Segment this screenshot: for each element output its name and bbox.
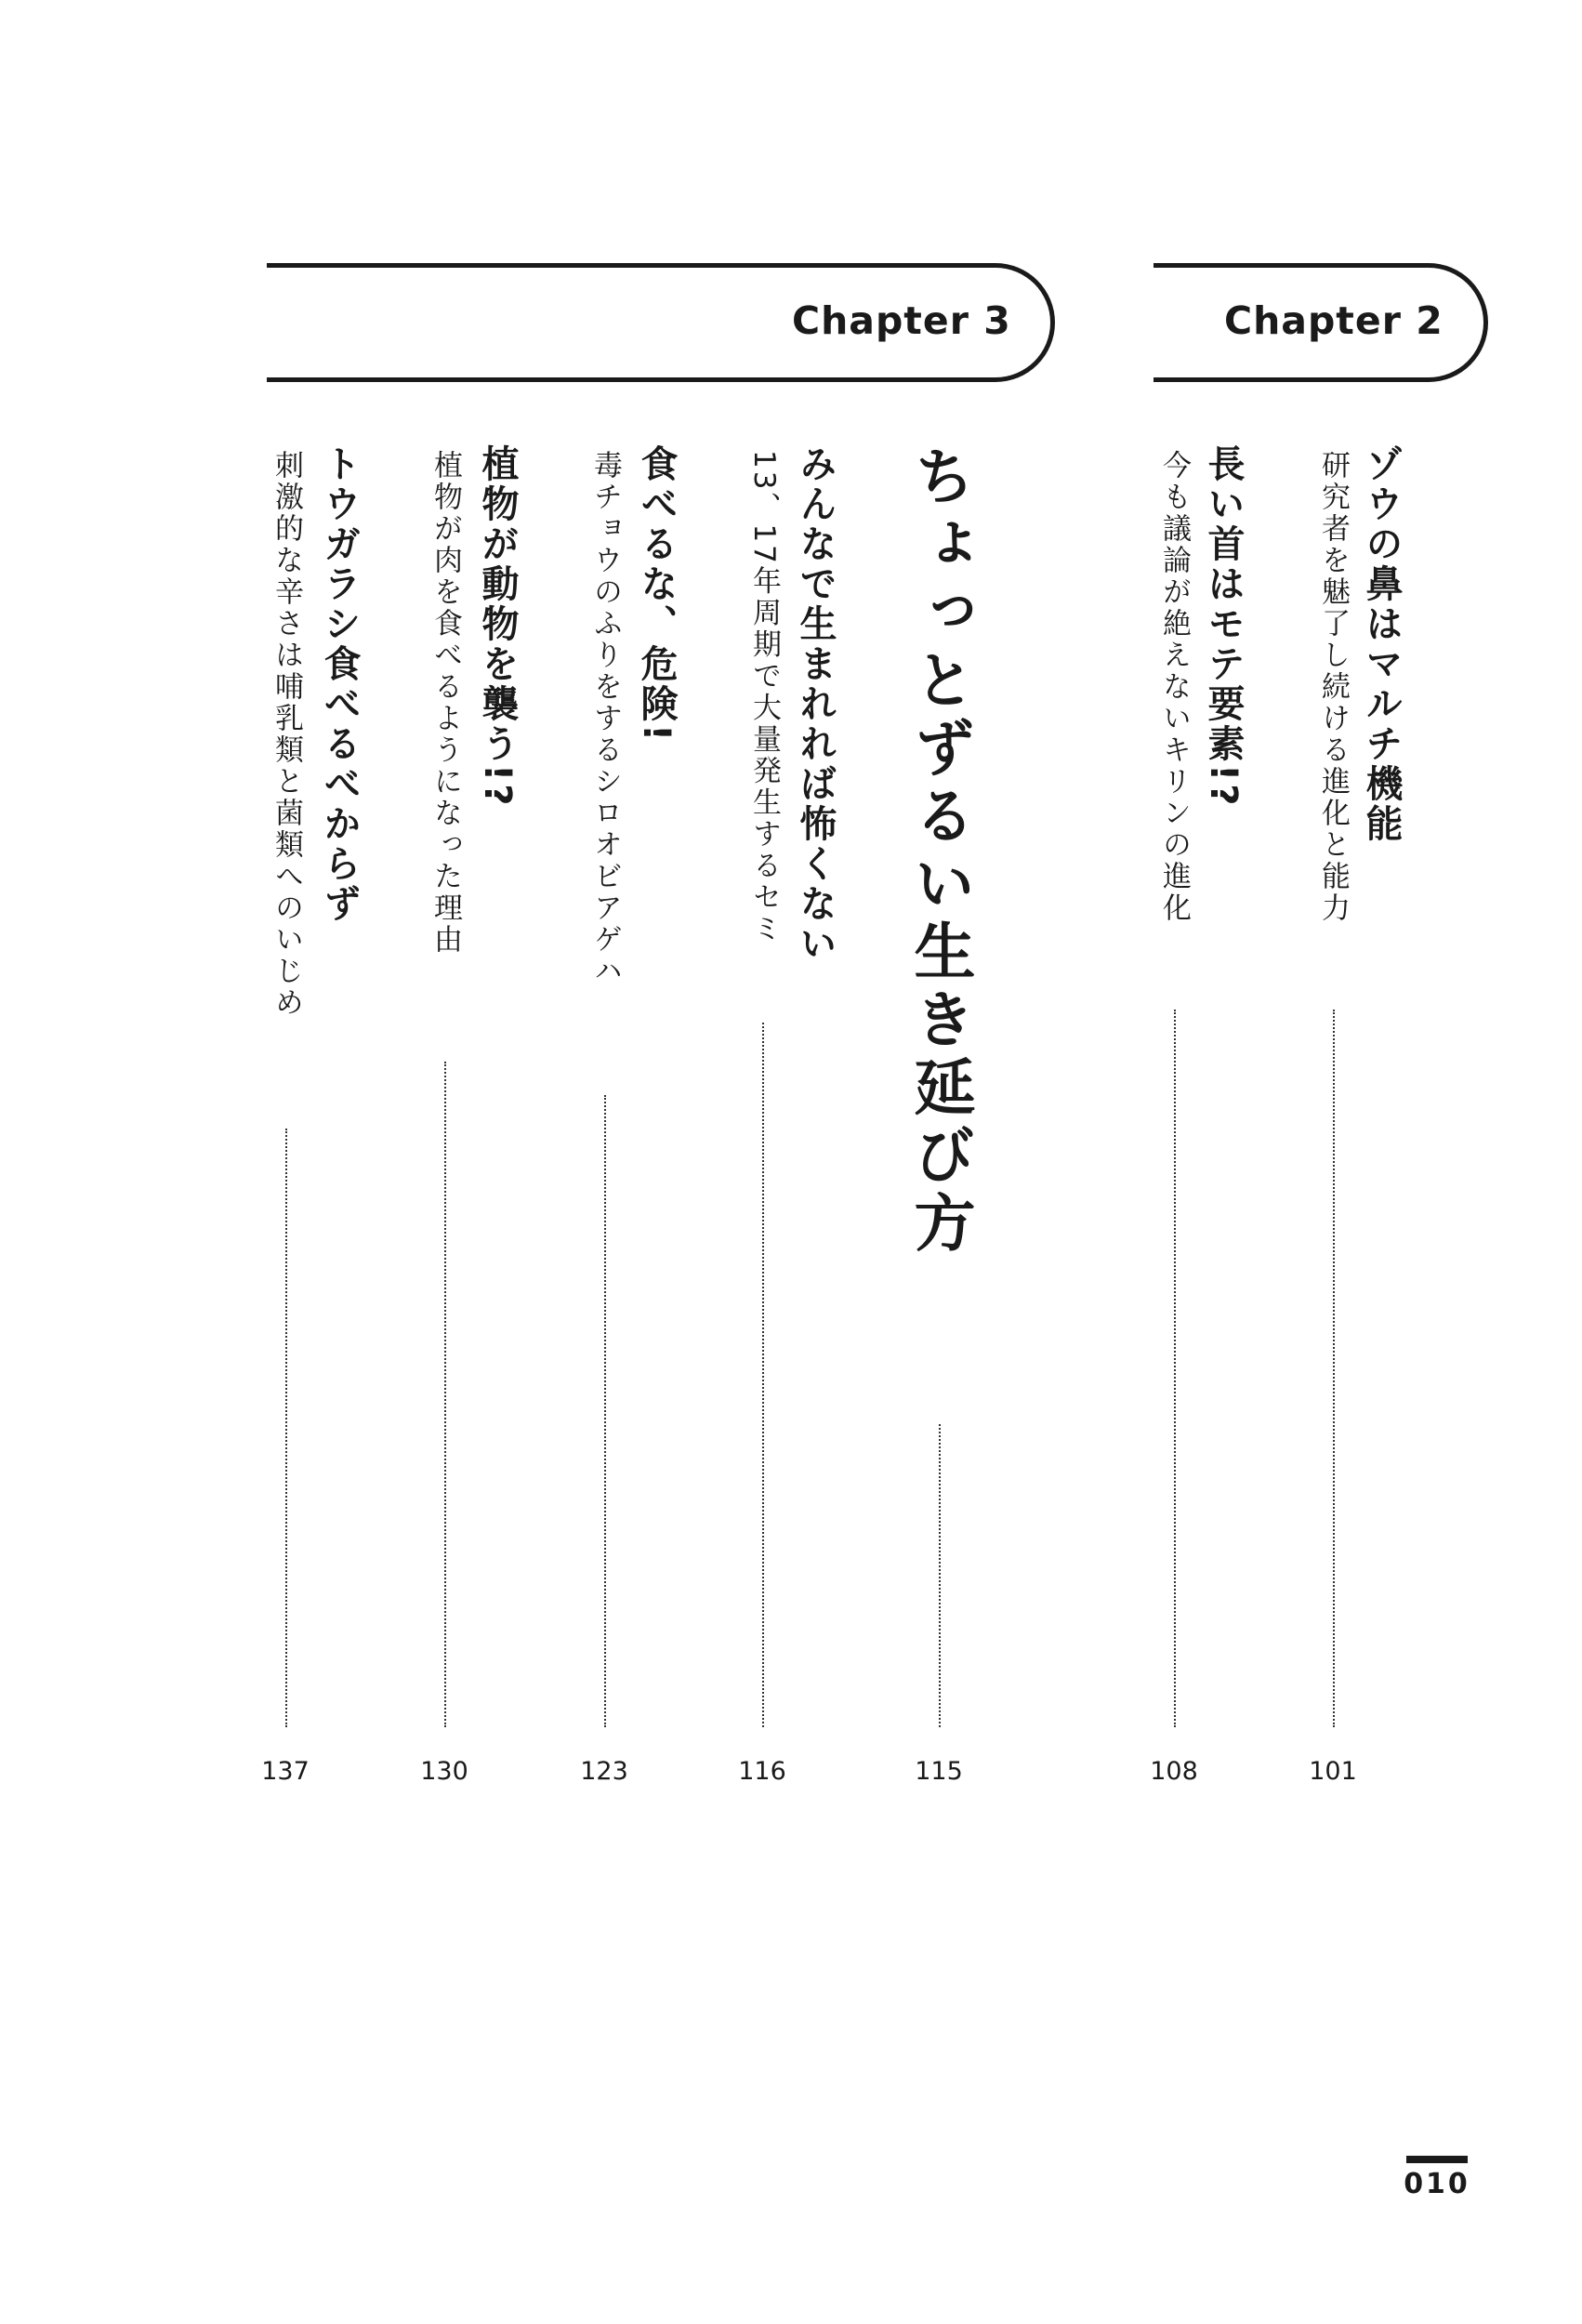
entry-subtitle-shokubutsu: 植物が肉を食べるようになった理由 [428, 450, 462, 956]
entry-title-kiken: 食べるな、危険! [635, 444, 678, 745]
entry-subtitle-kiken: 毒チョウのふりをするシロオビアゲハ [588, 450, 622, 987]
page-number-kirin: 108 [1150, 1757, 1198, 1786]
entry-title-zou: ゾウの鼻はマルチ機能 [1360, 444, 1403, 844]
leader-dots-chapter-3 [939, 1424, 941, 1727]
leader-dots-shokubutsu [444, 1062, 446, 1727]
page-number-semi: 116 [738, 1757, 786, 1786]
entry-title-togarashi: トウガラシ食べるべからず [318, 444, 361, 924]
leader-dots-semi [762, 1023, 764, 1727]
chapter-3-heading: ちょっとずるい生き延び方 [903, 444, 975, 1259]
page-number-shokubutsu: 130 [420, 1757, 468, 1786]
leader-dots-zou [1333, 1010, 1335, 1727]
entry-title-kirin: 長い首はモテ要素!? [1202, 444, 1245, 809]
entry-subtitle-zou: 研究者を魅了し続ける進化と能力 [1316, 450, 1350, 924]
entry-subtitle-kirin: 今も議論が絶えないキリンの進化 [1157, 450, 1191, 924]
leader-dots-kirin [1174, 1010, 1176, 1727]
entry-title-semi: みんなで生まれれば怖くない [794, 444, 837, 964]
leader-dots-togarashi [285, 1129, 287, 1727]
entry-subtitle-togarashi: 刺激的な辛さは哺乳類と菌類へのいじめ [270, 450, 303, 1019]
entry-subtitle-semi: 13、17年周期で大量発生するセミ [747, 450, 781, 945]
chapter-2-label: Chapter 2 [1224, 298, 1444, 343]
entry-title-shokubutsu: 植物が動物を襲う!? [476, 444, 519, 809]
page-number-togarashi: 137 [261, 1757, 310, 1786]
folio-bar [1406, 2156, 1468, 2163]
page-number-zou: 101 [1309, 1757, 1357, 1786]
page-number-chapter-3: 115 [915, 1757, 963, 1786]
folio-page-number: 010 [1404, 2168, 1470, 2200]
page-number-kiken: 123 [580, 1757, 628, 1786]
leader-dots-kiken [604, 1095, 606, 1727]
chapter-3-label: Chapter 3 [792, 298, 1011, 343]
